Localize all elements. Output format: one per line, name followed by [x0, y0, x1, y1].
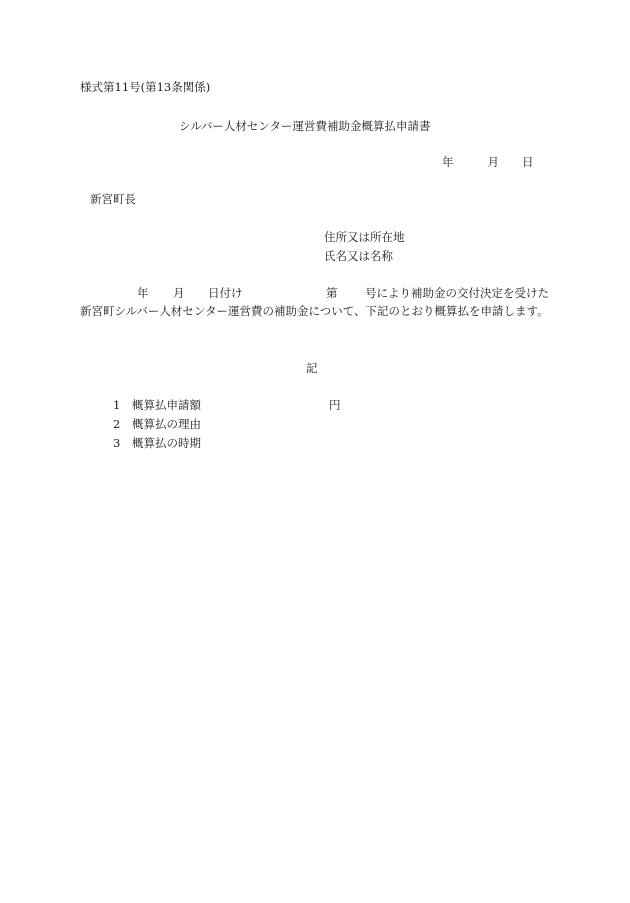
- body-dai: 第: [326, 286, 338, 300]
- item-label: 概算払の理由: [132, 417, 201, 431]
- item-label: 概算払申請額: [132, 398, 201, 412]
- date-line: [442, 157, 534, 169]
- body-year: 年: [137, 286, 149, 300]
- ki-heading: 記: [306, 361, 318, 375]
- item-reason: [113, 419, 201, 431]
- date-year: 年: [442, 155, 454, 169]
- applicant-name-label: 氏名又は名称: [324, 249, 393, 263]
- date-month: 月: [487, 155, 499, 169]
- applicant-address-label: 住所又は所在地: [324, 230, 405, 244]
- item-number: 2: [113, 417, 121, 431]
- date-day: 日: [522, 155, 534, 169]
- item-number: 3: [113, 436, 121, 450]
- form-number: 様式第11号(第13条関係): [80, 80, 211, 94]
- body-month: 月: [173, 286, 185, 300]
- body-line-2: 新宮町シルバー人材センター運営費の補助金について、下記のとおり概算払を申請します。: [80, 304, 549, 318]
- body-day-dated: 日付け: [208, 286, 243, 300]
- item-label: 概算払の時期: [132, 436, 201, 450]
- yen-unit: 円: [329, 398, 341, 412]
- item-application-amount: [113, 400, 201, 412]
- item-timing: [113, 438, 201, 450]
- document-title: シルバー人材センター運営費補助金概算払申請書: [179, 119, 431, 133]
- body-decision-text: 号により補助金の交付決定を受けた: [365, 286, 549, 300]
- addressee: 新宮町長: [90, 192, 136, 206]
- item-number: 1: [113, 398, 121, 412]
